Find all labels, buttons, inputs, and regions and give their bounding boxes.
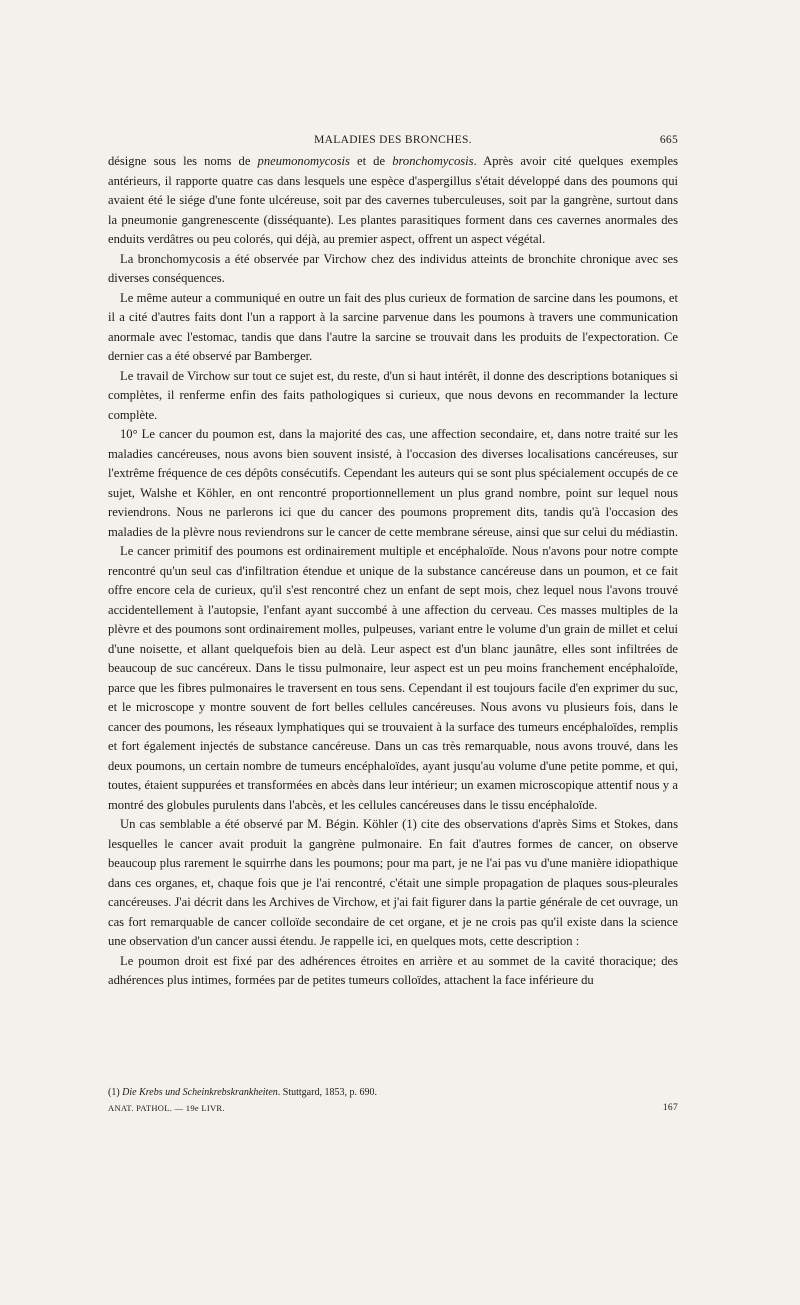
running-title: MALADIES DES BRONCHES. (314, 134, 472, 146)
italic-term: pneumonomycosis (257, 154, 350, 168)
text-run: Le poumon droit est fixé par des adhérences étroites en arrière et au sommet de la cavité thoracique; des adhérences plus intimes, formées par de petites tumeurs colloïdes, attachent la face inférieure du (108, 953, 678, 987)
paragraph (108, 152, 678, 250)
text-run: désigne sous les noms de (108, 154, 258, 168)
running-header (108, 134, 678, 150)
page-footer (108, 1103, 678, 1117)
italic-term: bronchomycosis (392, 154, 474, 168)
signature-mark: ANAT. PATHOL. — 19e LIVR. (108, 1103, 225, 1113)
paragraph (108, 250, 678, 289)
paragraph (108, 952, 678, 991)
footnote (108, 1086, 678, 1099)
text-run: Le cancer primitif des poumons est ordinairement multiple et encéphaloïde. Nous n'avons pour notre compte rencontré qu'un seul cas d'infiltration étendue et unique de la substance cancéreuse dans un poumon, et ce fait offre encore cela de curieux, qu'il s'est rencontré chez un enfant de sept mois, chez lequel nous l'avons trouvé accidentellement à l'autopsie, l'enfant ayant succombé à une affection du cerveau. Ces masses multiples de la plèvre et des poumons sont ordinairement molles, pulpeuses, variant entre le volume d'un grain de millet et celui d'une noisette, et allant quelquefois bien au delà. Leur aspect est d'un blanc jaunâtre, elles sont infiltrées de beaucoup de suc cancéreux. Dans le tissu pulmonaire, leur aspect est un peu moins franchement encéphaloïde, parce que les fibres pulmonaires le traversent en tous sens. Cependant il est toujours facile d'en exprimer du suc, et le microscope y montre souvent de fort belles cellules cancéreuses. Nous avons vu plusieurs fois, dans le cancer des poumons, les réseaux lymphatiques qui se trouvaient à la surface des tumeurs encéphaloïdes, remplis et fort également injectés de substance cancéreuse. Dans un cas très remarquable, nous avons trouvé, dans les deux poumons, un certain nombre de tumeurs encéphaloïdes, ayant jusqu'au volume d'une petite pomme, et qui, toutes, étaient suppurées et transformées en abcès dans leur intérieur; un examen microscopique attentif nous y a montré des globules purulents dans l'abcès, et les cellules cancéreuses dans le tissu encéphaloïde. (108, 544, 678, 812)
paragraph (108, 815, 678, 952)
paragraph (108, 425, 678, 542)
text-run: Le travail de Virchow sur tout ce sujet est, du reste, d'un si haut intérêt, il donne des descriptions botaniques si complètes, il renferme enfin des faits pathologiques si curieux, que nous devons en recommander la lecture complète. (108, 368, 678, 422)
text-run: et de (349, 154, 393, 168)
paragraph (108, 289, 678, 367)
footnote-citation: . Stuttgard, 1853, p. 690. (277, 1087, 377, 1098)
footnote-book-title: Die Krebs und Scheinkrebskrankheiten (122, 1087, 278, 1098)
paragraph (108, 367, 678, 426)
sheet-number: 167 (662, 1103, 678, 1113)
body-text (108, 152, 678, 991)
paragraph (108, 542, 678, 815)
footnote-marker: (1) (108, 1087, 123, 1098)
text-run: . Après avoir cité quelques exemples antérieurs, il rapporte quatre cas dans lesquels une espèce d'aspergillus s'était développé dans des poumons qui avaient été le siége d'une fonte ulcéreuse, soit par des cavernes tuberculeuses, soit par la gangrène, surtout dans la pneumonie gangrenescente (disséquante). Les plantes parasitiques forment dans ces cavernes anormales des enduits verdâtres ou peu colorés, qui déjà, au premier aspect, offrent un aspect végétal. (108, 154, 679, 246)
text-run: Le même auteur a communiqué en outre un fait des plus curieux de formation de sarcine dans les poumons, et il a cité d'autres faits dont l'un a rapport à la sarcine parvenue dans les poumons à travers une communication anormale avec l'estomac, tandis que dans l'autre la sarcine se trouvait dans les produits de l'expectoration. Ce dernier cas a été observé par Bamberger. (108, 290, 678, 363)
page-number: 665 (659, 134, 678, 146)
text-run: 10° Le cancer du poumon est, dans la majorité des cas, une affection secondaire, et, dans notre traité sur les maladies cancéreuses, nous avons bien souvent insisté, à l'occasion des diverses localisations cancéreuses, sur l'extrême fréquence de ces dépôts consécutifs. Cependant les auteurs qui se sont plus spécialement occupés de ce sujet, Walshe et Köhler, en ont rencontré proportionnellement un plus grand nombre, point sur lequel nous reviendrons. Nous ne parlerons ici que du cancer des poumons proprement dits, tandis qu'à l'occasion des maladies de la plèvre nous reviendrons sur le cancer de cette membrane séreuse, ainsi que sur celui du médiastin. (108, 427, 679, 539)
text-run: La bronchomycosis a été observée par Virchow chez des individus atteints de bronchite chronique avec ses diverses conséquences. (108, 251, 678, 285)
text-run: Un cas semblable a été observé par M. Bégin. Köhler (1) cite des observations d'après Sims et Stokes, dans lesquelles le cancer avait produit la gangrène pulmonaire. En fait d'autres formes de cancer, on observe beaucoup plus rarement le squirrhe dans les poumons; pour ma part, je ne l'ai pas vu d'une manière idiopathique dans ces organes, et, chaque fois que je l'ai rencontré, c'était une simple propagation de plaques sous-pleurales cancéreuses. J'ai décrit dans les Archives de Virchow, et j'ai fait figurer dans la partie générale de cet ouvrage, un cas fort remarquable de cancer colloïde secondaire de cet organe, et je ne crois pas qu'il existe dans la science une observation d'un cancer aussi étendu. Je rappelle ici, en quelques mots, cette description : (108, 817, 678, 948)
